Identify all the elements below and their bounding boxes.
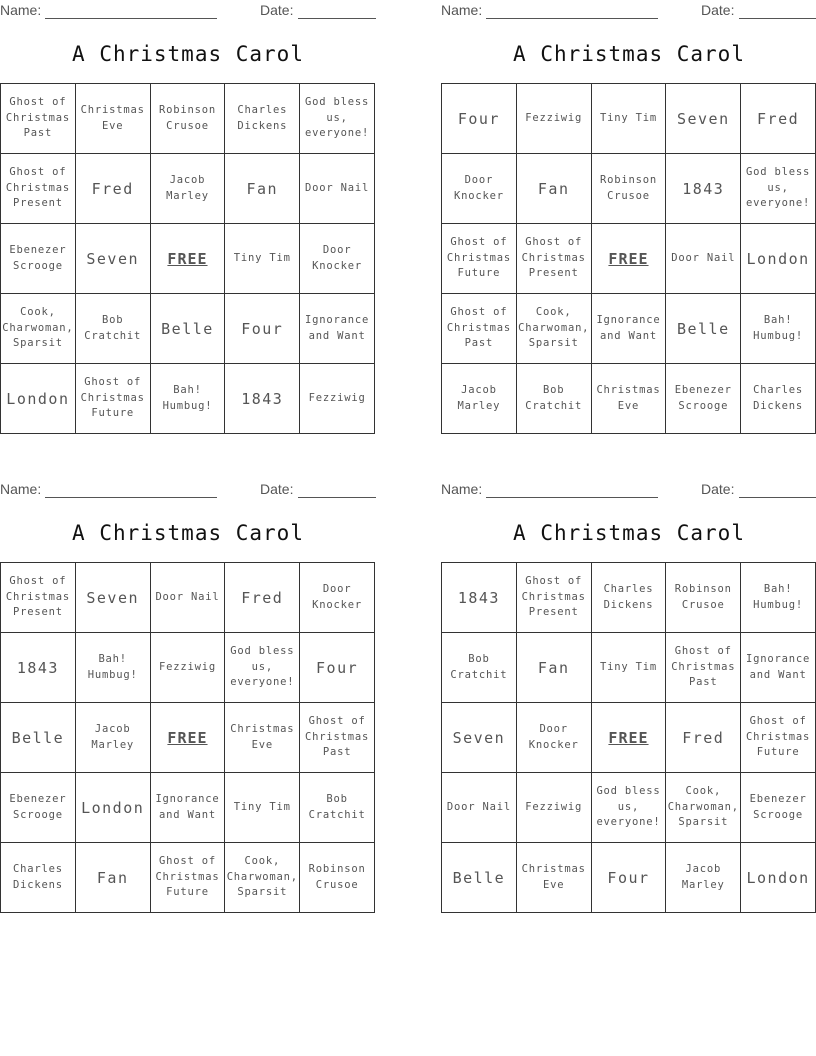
bingo-cell: London [741, 843, 816, 913]
bingo-cell: Seven [76, 563, 151, 633]
bingo-cell: Charles Dickens [741, 364, 816, 434]
bingo-cell: Door Knocker [442, 154, 517, 224]
bingo-cell: Fezziwig [300, 364, 375, 434]
bingo-cell: Charles Dickens [592, 563, 667, 633]
bingo-cell: Fred [76, 154, 151, 224]
bingo-cell: Ebenezer Scrooge [666, 364, 741, 434]
bingo-cell: Cook, Charwoman, Sparsit [517, 294, 592, 364]
bingo-cell: Ghost of Christmas Present [517, 224, 592, 294]
bingo-cell: Fezziwig [517, 773, 592, 843]
bingo-cell: London [76, 773, 151, 843]
bingo-cell: Robinson Crusoe [151, 84, 226, 154]
bingo-cell: Door Knocker [300, 563, 375, 633]
bingo-cell: Ebenezer Scrooge [741, 773, 816, 843]
bingo-cell: Seven [666, 84, 741, 154]
name-blank-line [45, 2, 217, 19]
bingo-cell: Jacob Marley [76, 703, 151, 773]
bingo-cell: Door Nail [666, 224, 741, 294]
bingo-cell: Bob Cratchit [517, 364, 592, 434]
bingo-cell: Bah! Humbug! [151, 364, 226, 434]
bingo-cell: Door Knocker [300, 224, 375, 294]
bingo-cell: 1843 [225, 364, 300, 434]
name-label: Name: [0, 2, 42, 18]
bingo-card-3 [0, 479, 376, 915]
bingo-cell: God bless us, everyone! [741, 154, 816, 224]
date-blank-line [298, 481, 376, 498]
bingo-cell: Four [225, 294, 300, 364]
bingo-cell: Jacob Marley [151, 154, 226, 224]
bingo-cell: Seven [76, 224, 151, 294]
bingo-cell: Robinson Crusoe [592, 154, 667, 224]
bingo-cell: Bob Cratchit [76, 294, 151, 364]
bingo-cell: Four [300, 633, 375, 703]
date-label: Date: [260, 481, 294, 497]
bingo-cell: Fezziwig [517, 84, 592, 154]
bingo-cell: London [741, 224, 816, 294]
bingo-cell: Belle [666, 294, 741, 364]
bingo-cell: Jacob Marley [666, 843, 741, 913]
bingo-cell: Jacob Marley [442, 364, 517, 434]
date-blank-line [739, 481, 816, 498]
date-blank-line [739, 2, 816, 19]
free-space-cell: FREE [592, 703, 667, 773]
bingo-cell: Bah! Humbug! [741, 294, 816, 364]
bingo-cell: Ghost of Christmas Future [442, 224, 517, 294]
card-title: A Christmas Carol [513, 521, 745, 545]
bingo-cell: Bah! Humbug! [741, 563, 816, 633]
name-date-row [441, 0, 816, 22]
name-label: Name: [441, 2, 483, 18]
bingo-card-2 [441, 0, 816, 436]
bingo-cell: Ignorance and Want [151, 773, 226, 843]
bingo-cell: God bless us, everyone! [592, 773, 667, 843]
name-date-row [0, 479, 376, 501]
free-space-cell: FREE [151, 703, 226, 773]
bingo-cell: Cook, Charwoman, Sparsit [1, 294, 76, 364]
bingo-cell: Door Nail [442, 773, 517, 843]
free-space-cell: FREE [151, 224, 226, 294]
bingo-cell: Bob Cratchit [300, 773, 375, 843]
bingo-grid [0, 562, 375, 913]
bingo-cell: God bless us, everyone! [300, 84, 375, 154]
bingo-cell: Four [442, 84, 517, 154]
bingo-cell: Ghost of Christmas Present [1, 563, 76, 633]
bingo-cell: 1843 [666, 154, 741, 224]
bingo-cell: Ghost of Christmas Future [151, 843, 226, 913]
name-label: Name: [441, 481, 483, 497]
bingo-cell: Ignorance and Want [741, 633, 816, 703]
name-blank-line [486, 481, 658, 498]
bingo-cell: Charles Dickens [1, 843, 76, 913]
bingo-cell: Ghost of Christmas Past [1, 84, 76, 154]
bingo-cell: Ebenezer Scrooge [1, 224, 76, 294]
bingo-cell: Fan [225, 154, 300, 224]
name-label: Name: [0, 481, 42, 497]
bingo-cell: Ghost of Christmas Past [442, 294, 517, 364]
bingo-card-1 [0, 0, 376, 436]
bingo-cell: Ghost of Christmas Past [666, 633, 741, 703]
bingo-grid [0, 83, 375, 434]
bingo-card-4 [441, 479, 816, 915]
bingo-cell: Fan [517, 633, 592, 703]
bingo-cell: Bob Cratchit [442, 633, 517, 703]
bingo-cell: Ebenezer Scrooge [1, 773, 76, 843]
bingo-cell: Christmas Eve [225, 703, 300, 773]
name-blank-line [45, 481, 217, 498]
bingo-cell: 1843 [442, 563, 517, 633]
bingo-cell: Tiny Tim [225, 773, 300, 843]
bingo-cell: Seven [442, 703, 517, 773]
date-blank-line [298, 2, 376, 19]
bingo-cell: Belle [442, 843, 517, 913]
bingo-cell: Belle [151, 294, 226, 364]
bingo-cell: Ghost of Christmas Future [741, 703, 816, 773]
date-label: Date: [701, 481, 735, 497]
bingo-cell: Belle [1, 703, 76, 773]
bingo-cell: Fred [666, 703, 741, 773]
card-title: A Christmas Carol [72, 521, 304, 545]
bingo-cell: Door Nail [300, 154, 375, 224]
bingo-cell: Door Nail [151, 563, 226, 633]
name-date-row [441, 479, 816, 501]
bingo-cell: Fezziwig [151, 633, 226, 703]
bingo-cell: Tiny Tim [592, 84, 667, 154]
bingo-cell: Tiny Tim [225, 224, 300, 294]
bingo-cell: Four [592, 843, 667, 913]
bingo-cell: Fred [225, 563, 300, 633]
bingo-cell: Ghost of Christmas Past [300, 703, 375, 773]
bingo-cell: Christmas Eve [76, 84, 151, 154]
card-title: A Christmas Carol [513, 42, 745, 66]
bingo-grid [441, 83, 816, 434]
card-title: A Christmas Carol [72, 42, 304, 66]
date-label: Date: [701, 2, 735, 18]
free-space-cell: FREE [592, 224, 667, 294]
bingo-cell: Christmas Eve [517, 843, 592, 913]
bingo-cell: Christmas Eve [592, 364, 667, 434]
bingo-cell: Ghost of Christmas Present [517, 563, 592, 633]
bingo-cell: Bah! Humbug! [76, 633, 151, 703]
bingo-cell: Door Knocker [517, 703, 592, 773]
bingo-cell: Robinson Crusoe [666, 563, 741, 633]
bingo-grid [441, 562, 816, 913]
bingo-cell: Cook, Charwoman, Sparsit [666, 773, 741, 843]
bingo-cell: Fan [517, 154, 592, 224]
bingo-cell: God bless us, everyone! [225, 633, 300, 703]
bingo-cell: Fred [741, 84, 816, 154]
name-date-row [0, 0, 376, 22]
bingo-cell: Robinson Crusoe [300, 843, 375, 913]
bingo-cell: Ghost of Christmas Future [76, 364, 151, 434]
bingo-cell: Fan [76, 843, 151, 913]
name-blank-line [486, 2, 658, 19]
bingo-cell: Tiny Tim [592, 633, 667, 703]
bingo-cell: Charles Dickens [225, 84, 300, 154]
date-label: Date: [260, 2, 294, 18]
bingo-cell: Ghost of Christmas Present [1, 154, 76, 224]
bingo-cell: Cook, Charwoman, Sparsit [225, 843, 300, 913]
bingo-cell: Ignorance and Want [592, 294, 667, 364]
bingo-cell: London [1, 364, 76, 434]
bingo-cell: 1843 [1, 633, 76, 703]
bingo-cell: Ignorance and Want [300, 294, 375, 364]
